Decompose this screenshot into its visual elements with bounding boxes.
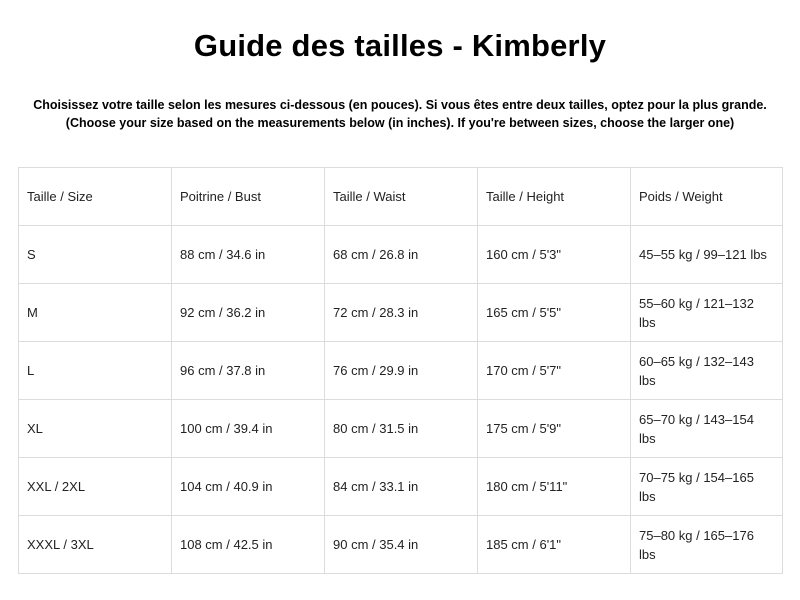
cell-waist: 84 cm / 33.1 in (325, 458, 478, 516)
cell-height: 165 cm / 5'5" (478, 284, 631, 342)
cell-weight: 55–60 kg / 121–132 lbs (631, 284, 783, 342)
cell-size: L (19, 342, 172, 400)
cell-bust: 88 cm / 34.6 in (172, 226, 325, 284)
cell-weight: 45–55 kg / 99–121 lbs (631, 226, 783, 284)
header-waist: Taille / Waist (325, 168, 478, 226)
cell-height: 175 cm / 5'9" (478, 400, 631, 458)
cell-weight: 75–80 kg / 165–176 lbs (631, 516, 783, 574)
cell-weight: 70–75 kg / 154–165 lbs (631, 458, 783, 516)
cell-bust: 108 cm / 42.5 in (172, 516, 325, 574)
table-row (19, 400, 783, 458)
cell-waist: 90 cm / 35.4 in (325, 516, 478, 574)
cell-size: S (19, 226, 172, 284)
table-row (19, 458, 783, 516)
cell-bust: 100 cm / 39.4 in (172, 400, 325, 458)
table-row (19, 342, 783, 400)
table-row (19, 284, 783, 342)
cell-height: 170 cm / 5'7" (478, 342, 631, 400)
instructions (0, 96, 800, 132)
cell-weight: 60–65 kg / 132–143 lbs (631, 342, 783, 400)
cell-waist: 76 cm / 29.9 in (325, 342, 478, 400)
cell-waist: 80 cm / 31.5 in (325, 400, 478, 458)
cell-height: 180 cm / 5'11" (478, 458, 631, 516)
cell-height: 185 cm / 6'1" (478, 516, 631, 574)
cell-height: 160 cm / 5'3" (478, 226, 631, 284)
cell-size: XL (19, 400, 172, 458)
instructions-french: Choisissez votre taille selon les mesures ci-dessous (en pouces). Si vous êtes entre deux tailles, optez pour la plus grande. (33, 98, 767, 112)
cell-size: XXL / 2XL (19, 458, 172, 516)
page-title: Guide des tailles - Kimberly (193, 28, 607, 63)
cell-waist: 68 cm / 26.8 in (325, 226, 478, 284)
cell-bust: 96 cm / 37.8 in (172, 342, 325, 400)
table-row (19, 516, 783, 574)
table-row (19, 226, 783, 284)
cell-bust: 104 cm / 40.9 in (172, 458, 325, 516)
header-bust: Poitrine / Bust (172, 168, 325, 226)
table-header-row (19, 168, 783, 226)
header-height: Taille / Height (478, 168, 631, 226)
instructions-english: (Choose your size based on the measurements below (in inches). If you're between sizes, choose the larger one) (65, 116, 735, 130)
cell-waist: 72 cm / 28.3 in (325, 284, 478, 342)
cell-size: M (19, 284, 172, 342)
cell-size: XXXL / 3XL (19, 516, 172, 574)
cell-weight: 65–70 kg / 143–154 lbs (631, 400, 783, 458)
size-chart-table (18, 167, 783, 574)
header-size: Taille / Size (19, 168, 172, 226)
header-weight: Poids / Weight (631, 168, 783, 226)
cell-bust: 92 cm / 36.2 in (172, 284, 325, 342)
